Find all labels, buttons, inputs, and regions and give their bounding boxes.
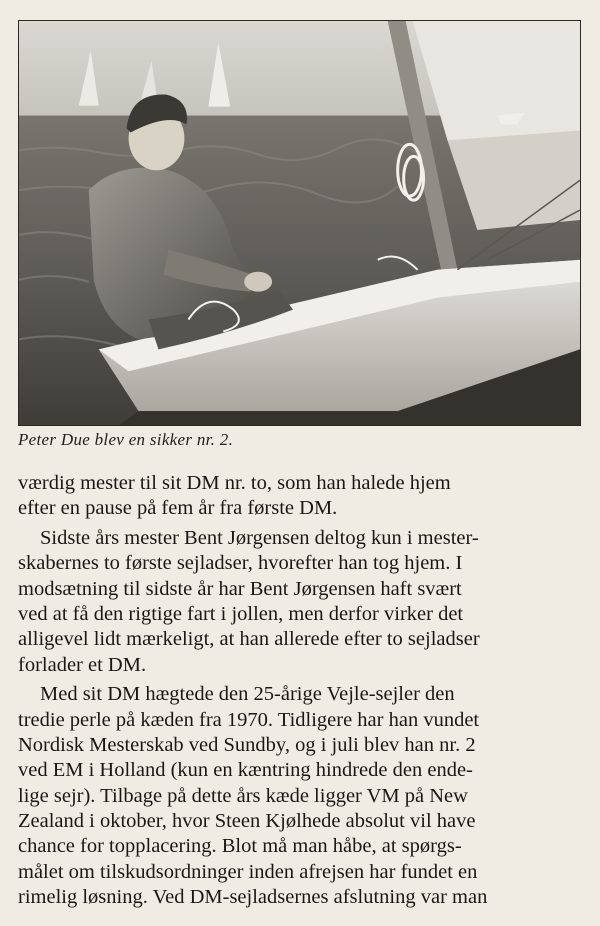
text-line: efter en pause på fem år fra første DM. — [18, 497, 338, 520]
paragraph — [18, 682, 585, 911]
text-line: Nordisk Mesterskab ved Sundby, og i juli blev han nr. 2 — [18, 733, 476, 756]
text-line: alligevel lidt mærkeligt, at han allerede efter to sejladser — [18, 628, 480, 651]
text-line: Med sit DM hægtede den 25-årige Vejle-sejler den — [40, 683, 455, 706]
text-line: Zealand i oktober, hvor Steen Kjølhede absolut vil have — [18, 810, 476, 833]
text-line: ved at få den rigtige fart i jollen, men derfor virker det — [18, 602, 464, 625]
text-line: modsætning til sidste år har Bent Jørgensen haft svært — [18, 577, 462, 600]
photo-caption: Peter Due blev en sikker nr. 2. — [18, 430, 234, 449]
text-line: ved EM i Holland (kun en kæntring hindrede den ende- — [18, 759, 473, 782]
text-line: Sidste års mester Bent Jørgensen deltog kun i mester- — [40, 526, 479, 549]
paragraph — [18, 526, 585, 678]
text-line: chance for topplacering. Blot må man håbe, at spørgs- — [18, 835, 462, 858]
sailor-in-dinghy-photo — [18, 20, 581, 426]
paragraph — [18, 471, 585, 522]
photo-illustration — [19, 21, 580, 425]
text-line: skabernes to første sejladser, hvorefter han tog hjem. I — [18, 552, 463, 575]
text-line: forlader et DM. — [18, 653, 147, 676]
article-body — [18, 471, 585, 911]
text-line: målet om tilskudsordninger inden afrejsen har fundet en — [18, 860, 478, 883]
text-line: værdig mester til sit DM nr. to, som han halede hjem — [18, 472, 451, 494]
text-line: lige sejr). Tilbage på dette års kæde ligger VM på New — [18, 784, 468, 807]
text-line: tredie perle på kæden fra 1970. Tidligere har han vundet — [18, 708, 480, 731]
text-line: rimelig løsning. Ved DM-sejladsernes afslutning var man — [18, 886, 488, 909]
